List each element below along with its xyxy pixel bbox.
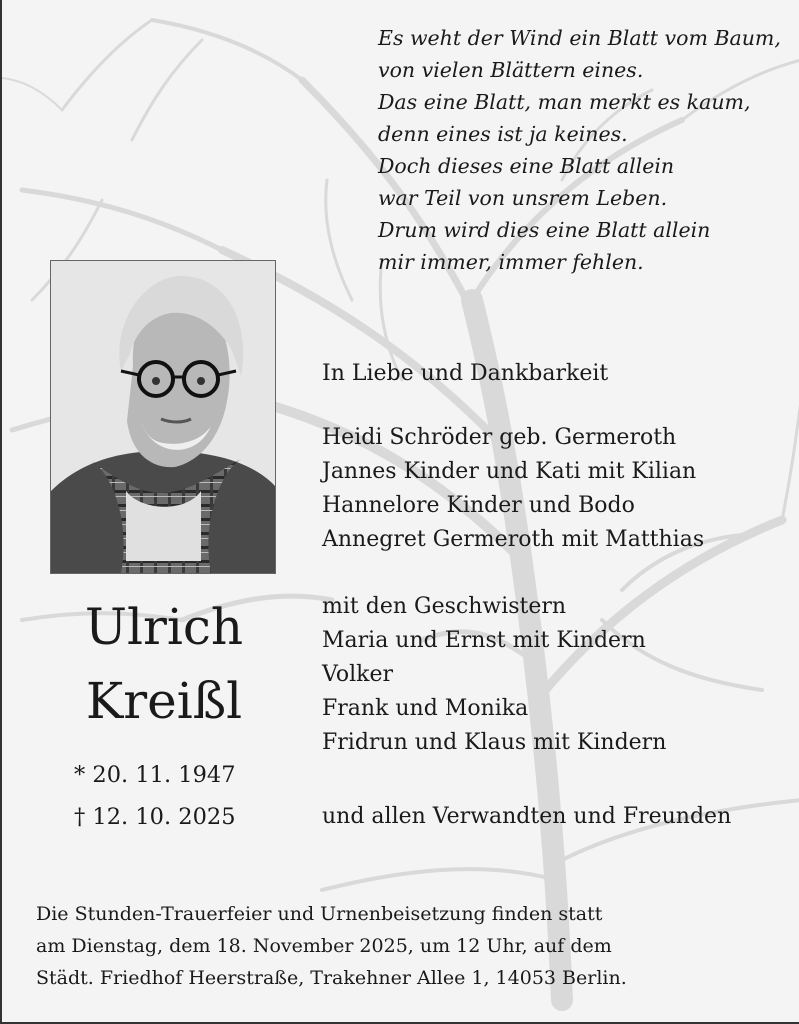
- sibling-line: Fridrun und Klaus mit Kindern: [322, 730, 667, 755]
- sibling-line: Maria und Ernst mit Kindern: [322, 628, 646, 653]
- portrait-photo: [50, 260, 276, 574]
- family-member: Heidi Schröder geb. Germeroth: [322, 425, 677, 450]
- poem-line: von vielen Blättern eines.: [378, 58, 644, 82]
- family-list: [322, 421, 704, 557]
- sibling-line: Volker: [322, 662, 394, 687]
- poem-line: mir immer, immer fehlen.: [378, 250, 644, 274]
- poem-line: Das eine Blatt, man merkt es kaum,: [378, 90, 751, 114]
- birth-date: * 20. 11. 1947: [74, 762, 236, 788]
- sibling-line: mit den Geschwistern: [322, 594, 567, 619]
- mourners-intro: In Liebe und Dankbarkeit: [322, 361, 609, 386]
- family-member: Annegret Germeroth mit Matthias: [322, 527, 705, 552]
- poem: [378, 22, 781, 278]
- funeral-details-line: Die Stunden-Trauerfeier und Urnenbeisetzung finden statt: [36, 903, 603, 925]
- poem-line: Doch dieses eine Blatt allein: [378, 154, 675, 178]
- poem-line: war Teil von unsrem Leben.: [378, 186, 668, 210]
- death-date: † 12. 10. 2025: [74, 804, 236, 830]
- deceased-first-name: Ulrich: [84, 598, 244, 656]
- poem-line: denn eines ist ja keines.: [378, 122, 628, 146]
- family-member: Jannes Kinder und Kati mit Kilian: [322, 459, 697, 484]
- funeral-details-line: Städt. Friedhof Heerstraße, Trakehner Allee 1, 14053 Berlin.: [36, 967, 627, 989]
- siblings-list: [322, 590, 666, 760]
- funeral-details-line: am Dienstag, dem 18. November 2025, um 12 Uhr, auf dem: [36, 935, 612, 957]
- poem-line: Drum wird dies eine Blatt allein: [378, 218, 711, 242]
- sibling-line: Frank und Monika: [322, 696, 529, 721]
- funeral-details: [36, 898, 627, 994]
- poem-line: Es weht der Wind ein Blatt vom Baum,: [378, 26, 781, 50]
- deceased-last-name: Kreißl: [85, 672, 243, 730]
- mourners-closing: und allen Verwandten und Freunden: [322, 804, 732, 829]
- family-member: Hannelore Kinder und Bodo: [322, 493, 635, 518]
